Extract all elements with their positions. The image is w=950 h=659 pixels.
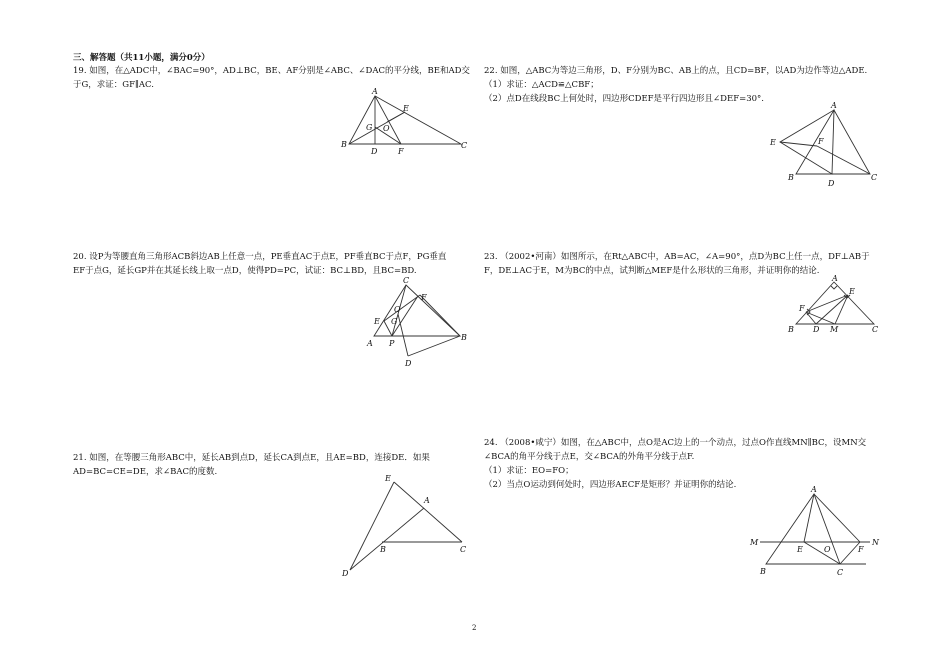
label-c: C (460, 545, 467, 554)
label-p: P (389, 339, 395, 348)
label-e: E (385, 474, 391, 483)
label-a: A (372, 87, 378, 96)
problem-24-line-4: （2）当点O运动到何处时，四边形AECF是矩形？并证明你的结论. (484, 480, 737, 490)
problem-22-figure (766, 100, 886, 190)
label-f: F (799, 304, 805, 313)
label-b: B (760, 567, 766, 576)
segment-ec (394, 482, 462, 542)
segment-de (816, 295, 848, 324)
problem-24-line-1: 24. （2008•咸宁）如图，在△ABC中，点O是AC边上的一个动点，过点O作直线MN∥BC，设MN交 (484, 438, 867, 448)
section-title: 三、解答题（共11小题，满分0分） (73, 53, 210, 63)
problem-19-line-1: 19. 如图，在△ADC中，∠BAC=90°，AD⊥BC，BE、AF分别是∠ABC、∠DAC的平分线，BE和AD交 (73, 66, 470, 76)
label-a: A (832, 274, 838, 283)
right-angle-mark-a (831, 286, 837, 289)
problem-19-figure (335, 88, 475, 158)
label-f: F (421, 293, 427, 302)
label-a: A (424, 496, 430, 505)
problem-20-line-2: EF于点G，延长GP并在其延长线上取一点D，使得PD=PC，试证：BC⊥BD，且BC=BD. (73, 266, 417, 276)
label-g: G (366, 123, 373, 132)
label-d: D (405, 359, 412, 368)
label-d: D (828, 179, 835, 188)
problem-24-figure (748, 484, 888, 578)
segment-eo (387, 112, 405, 122)
problem-24-line-3: （1）求证：EO=FO； (484, 466, 574, 476)
problem-21-line-2: AD=BC=CE=DE，求∠BAC的度数. (73, 467, 218, 477)
segment-af (814, 494, 860, 542)
problem-23-line-1: 23. （2002•河南）如图所示，在Rt△ABC中，AB=AC，∠A=90°，点D为BC上任一点，DF⊥AB于 (484, 252, 870, 262)
segment-bd (408, 336, 460, 356)
label-e: E (849, 287, 855, 296)
segment-de (350, 482, 394, 570)
problem-22-line-1: 22. 如图，△ABC为等边三角形，D、F分别为BC、AB上的点，且CD=BF，以AD为边作等边△ADE. (484, 66, 868, 76)
triangle-acb (374, 285, 460, 336)
label-g: G (391, 317, 398, 326)
label-b: B (788, 325, 794, 334)
label-c: C (461, 141, 468, 150)
label-o: O (394, 305, 401, 314)
problem-20-figure (362, 276, 474, 368)
problem-20-text (73, 250, 446, 278)
problem-24-line-2: ∠BCA的角平分线于点E，交∠BCA的外角平分线于点F. (484, 452, 695, 462)
label-c: C (403, 276, 410, 285)
segment-ad (350, 508, 424, 570)
label-o: O (824, 545, 831, 554)
problem-23-line-2: F，DE⊥AC于E，M为BC的中点，试判断△MEF是什么形状的三角形，并证明你的结论. (484, 266, 820, 276)
label-a: A (367, 339, 373, 348)
problem-23-text (484, 250, 870, 278)
label-d: D (371, 147, 378, 156)
label-n: N (872, 538, 879, 547)
label-e: E (403, 104, 409, 113)
label-b: B (461, 333, 467, 342)
segment-mf (806, 312, 835, 324)
label-b: B (380, 545, 386, 554)
segment-ce (804, 542, 840, 564)
segment-gd (398, 314, 408, 356)
label-f: F (818, 137, 824, 146)
label-m: M (830, 325, 839, 334)
label-m: M (750, 538, 759, 547)
triangle-ade (780, 110, 834, 174)
label-e: E (770, 138, 776, 147)
problem-21-figure (340, 472, 480, 580)
problem-20-line-1: 20. 设P为等腰直角三角形ACB斜边AB上任意一点，PE垂直AC于点E，PF垂直BC于点F，PG垂直 (73, 252, 447, 262)
problem-19-line-2: 于G，求证：GF∥AC. (73, 80, 154, 90)
label-c: C (871, 173, 878, 182)
problem-22-line-2: （1）求证：△ACD≌△CBF； (484, 80, 599, 90)
label-d: D (342, 569, 349, 578)
label-c: C (837, 568, 844, 577)
label-b: B (788, 173, 794, 182)
label-a: A (831, 101, 837, 110)
label-o: O (383, 124, 390, 133)
segment-cf (840, 542, 860, 564)
label-f: F (398, 147, 404, 156)
label-a: A (811, 485, 817, 494)
problem-23-figure (786, 276, 886, 338)
problem-22-line-3: （2）点D在线段BC上何处时，四边形CDEF是平行四边形且∠DEF=30°. (484, 94, 764, 104)
segment-pf (392, 296, 418, 336)
label-c: C (872, 325, 879, 334)
label-f: F (858, 545, 864, 554)
page-number: 2 (472, 624, 477, 632)
label-b: B (341, 140, 347, 149)
label-e: E (797, 545, 803, 554)
label-d: D (813, 325, 820, 334)
problem-21-line-1: 21. 如图，在等腰三角形ABC中，延长AB到点D，延长CA到点E，且AE=BD，连接DE．如果 (73, 453, 430, 463)
label-e: E (374, 317, 380, 326)
